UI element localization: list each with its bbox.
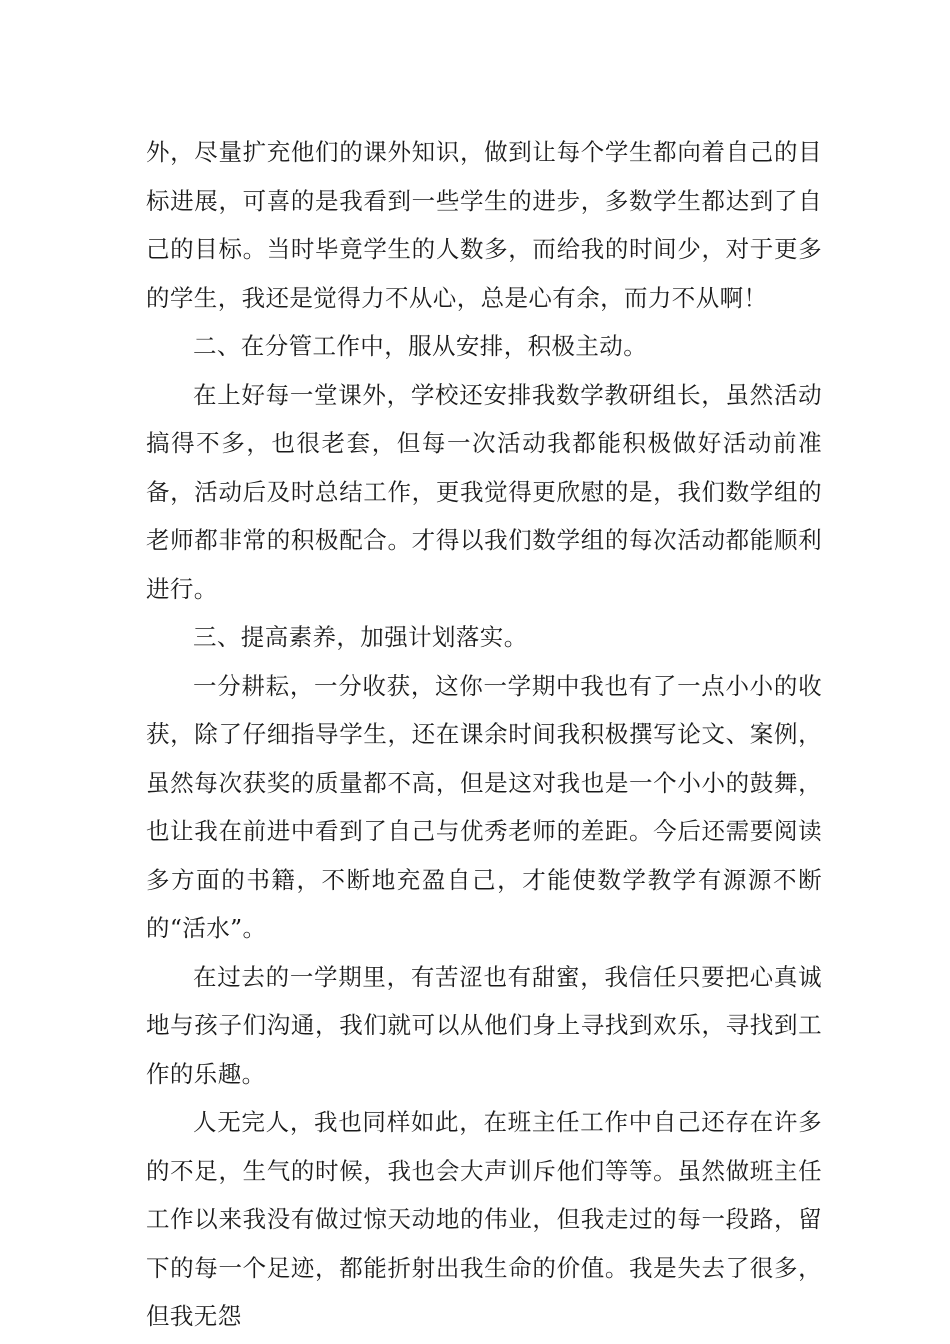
- document-body: [146, 128, 822, 1341]
- paragraph: 人无完人，我也同样如此，在班主任工作中自己还存在许多的不足，生气的时候，我也会大声训斥他们等等。虽然做班主任工作以来我没有做过惊天动地的伟业，但我走过的每一段路，留下的每一个足迹，都能折射出我生命的价值。我是失去了很多，但我无怨: [146, 1108, 822, 1330]
- paragraph: 一分耕耘，一分收获，这你一学期中我也有了一点小小的收获，除了仔细指导学生，还在课余时间我积极撰写论文、案例，虽然每次获奖的质量都不高，但是这对我也是一个小小的鼓舞，也让我在前进中看到了自己与优秀老师的差距。今后还需要阅读多方面的书籍，不断地充盈自己，才能使数学教学有源源不断的“活水”。: [146, 671, 822, 942]
- paragraph-continuation: 外，尽量扩充他们的课外知识，做到让每个学生都向着自己的目标进展，可喜的是我看到一些学生的进步，多数学生都达到了自己的目标。当时毕竟学生的人数多，而给我的时间少，对于更多的学生，我还是觉得力不从心，总是心有余，而力不从啊！: [146, 138, 822, 312]
- paragraph: 在过去的一学期里，有苦涩也有甜蜜，我信任只要把心真诚地与孩子们沟通，我们就可以从他们身上寻找到欢乐，寻找到工作的乐趣。: [146, 962, 822, 1088]
- paragraph: 在上好每一堂课外，学校还安排我数学教研组长，虽然活动搞得不多，也很老套，但每一次活动我都能积极做好活动前准备，活动后及时总结工作，更我觉得更欣慰的是，我们数学组的老师都非常的积极配合。才得以我们数学组的每次活动都能顺利进行。: [146, 380, 822, 603]
- section-heading-2: 二、在分管工作中，服从安排，积极主动。: [193, 332, 648, 360]
- section-heading-3: 三、提高素养，加强计划落实。: [193, 623, 528, 651]
